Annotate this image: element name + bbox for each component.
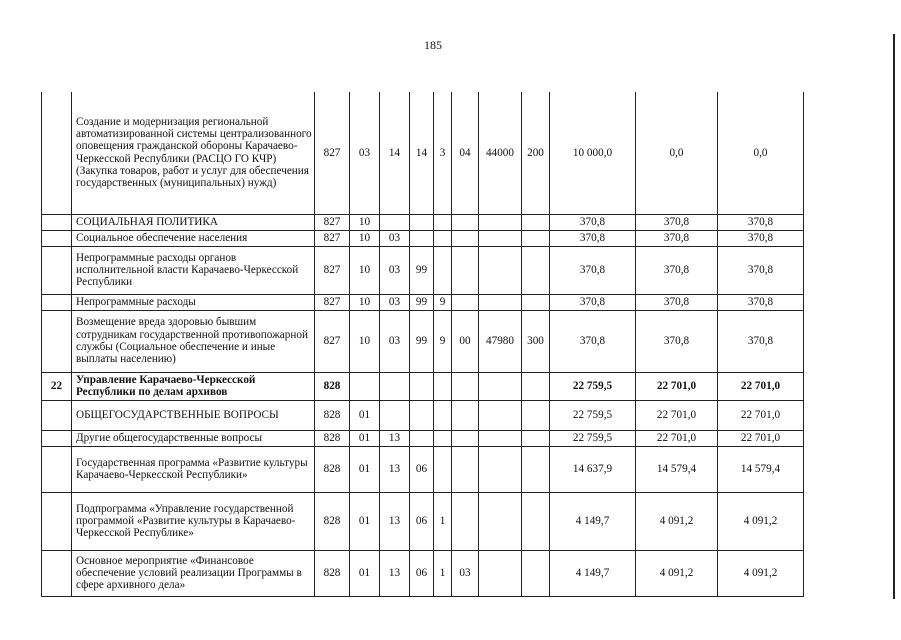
- program-code-cell: 99: [410, 310, 434, 372]
- row-number-cell: [42, 446, 72, 492]
- row-name-cell: СОЦИАЛЬНАЯ ПОЛИТИКА: [72, 214, 315, 230]
- amount-year3-cell: 14 579,4: [718, 446, 804, 492]
- direction-code-cell: 47980: [479, 310, 522, 372]
- amount-year2-cell: 370,8: [636, 214, 718, 230]
- amount-year1-cell: 10 000,0: [550, 92, 636, 214]
- subsection-code-cell: [380, 400, 410, 430]
- direction-code-cell: [479, 446, 522, 492]
- page-edge-line: [893, 34, 895, 599]
- expense-type-cell: [522, 492, 550, 550]
- expense-type-cell: [522, 214, 550, 230]
- program-code-cell: 99: [410, 246, 434, 294]
- activity-code-cell: 03: [452, 550, 479, 596]
- ministry-code-cell: 828: [315, 492, 350, 550]
- amount-year3-cell: 370,8: [718, 310, 804, 372]
- direction-code-cell: [479, 230, 522, 246]
- subprogram-code-cell: 9: [434, 294, 452, 310]
- row-number-cell: [42, 214, 72, 230]
- program-code-cell: [410, 372, 434, 400]
- section-code-cell: 10: [350, 246, 380, 294]
- amount-year2-cell: 22 701,0: [636, 430, 718, 446]
- table-row: [42, 294, 804, 310]
- table-row: [42, 230, 804, 246]
- table-row: [42, 492, 804, 550]
- expense-type-cell: [522, 372, 550, 400]
- table-row: [42, 430, 804, 446]
- row-number-cell: [42, 294, 72, 310]
- amount-year3-cell: 0,0: [718, 92, 804, 214]
- activity-code-cell: [452, 430, 479, 446]
- row-number-cell: [42, 92, 72, 214]
- row-name-cell: Основное мероприятие «Финансовое обеспечение условий реализации Программы в сфере архивного дела»: [72, 550, 315, 596]
- subsection-code-cell: 03: [380, 310, 410, 372]
- row-name-cell: Социальное обеспечение населения: [72, 230, 315, 246]
- subprogram-code-cell: [434, 372, 452, 400]
- row-name-cell: ОБЩЕГОСУДАРСТВЕННЫЕ ВОПРОСЫ: [72, 400, 315, 430]
- subprogram-code-cell: [434, 446, 452, 492]
- subsection-code-cell: 03: [380, 246, 410, 294]
- row-name-cell: Подпрограмма «Управление государственной программой «Развитие культуры в Карачаево-Черкесской Республике»: [72, 492, 315, 550]
- row-number-cell: [42, 246, 72, 294]
- table-row: [42, 400, 804, 430]
- row-number-cell: [42, 492, 72, 550]
- activity-code-cell: [452, 214, 479, 230]
- row-name-cell: Непрограммные расходы органов исполнительной власти Карачаево-Черкесской Республики: [72, 246, 315, 294]
- amount-year3-cell: 22 701,0: [718, 400, 804, 430]
- row-number-cell: 22: [42, 372, 72, 400]
- ministry-code-cell: 828: [315, 400, 350, 430]
- amount-year1-cell: 370,8: [550, 230, 636, 246]
- ministry-code-cell: 828: [315, 430, 350, 446]
- section-code-cell: 10: [350, 310, 380, 372]
- subprogram-code-cell: 9: [434, 310, 452, 372]
- activity-code-cell: 00: [452, 310, 479, 372]
- subsection-code-cell: [380, 214, 410, 230]
- direction-code-cell: [479, 492, 522, 550]
- expense-type-cell: [522, 446, 550, 492]
- direction-code-cell: [479, 214, 522, 230]
- amount-year3-cell: 22 701,0: [718, 430, 804, 446]
- expense-type-cell: [522, 294, 550, 310]
- table-row: [42, 372, 804, 400]
- ministry-code-cell: 828: [315, 446, 350, 492]
- row-name-cell: Непрограммные расходы: [72, 294, 315, 310]
- amount-year2-cell: 370,8: [636, 230, 718, 246]
- program-code-cell: 06: [410, 492, 434, 550]
- amount-year1-cell: 370,8: [550, 214, 636, 230]
- amount-year2-cell: 4 091,2: [636, 492, 718, 550]
- activity-code-cell: 04: [452, 92, 479, 214]
- amount-year1-cell: 14 637,9: [550, 446, 636, 492]
- amount-year2-cell: 0,0: [636, 92, 718, 214]
- direction-code-cell: [479, 246, 522, 294]
- section-code-cell: 01: [350, 446, 380, 492]
- program-code-cell: [410, 214, 434, 230]
- table-row: [42, 92, 804, 214]
- table-row: [42, 550, 804, 596]
- amount-year1-cell: 4 149,7: [550, 550, 636, 596]
- subsection-code-cell: 13: [380, 550, 410, 596]
- amount-year2-cell: 14 579,4: [636, 446, 718, 492]
- direction-code-cell: [479, 550, 522, 596]
- program-code-cell: [410, 430, 434, 446]
- ministry-code-cell: 827: [315, 246, 350, 294]
- subprogram-code-cell: [434, 246, 452, 294]
- row-name-cell: Возмещение вреда здоровью бывшим сотрудникам государственной противопожарной службы (Социальное обеспечение и иные выплаты населению): [72, 310, 315, 372]
- program-code-cell: [410, 400, 434, 430]
- amount-year2-cell: 4 091,2: [636, 550, 718, 596]
- ministry-code-cell: 827: [315, 294, 350, 310]
- subsection-code-cell: 13: [380, 446, 410, 492]
- subsection-code-cell: 03: [380, 294, 410, 310]
- activity-code-cell: [452, 446, 479, 492]
- amount-year1-cell: 22 759,5: [550, 430, 636, 446]
- subsection-code-cell: 14: [380, 92, 410, 214]
- expense-type-cell: [522, 230, 550, 246]
- activity-code-cell: [452, 230, 479, 246]
- subsection-code-cell: 13: [380, 430, 410, 446]
- activity-code-cell: [452, 294, 479, 310]
- table-row: [42, 446, 804, 492]
- amount-year1-cell: 370,8: [550, 246, 636, 294]
- program-code-cell: 99: [410, 294, 434, 310]
- amount-year1-cell: 370,8: [550, 294, 636, 310]
- amount-year1-cell: 4 149,7: [550, 492, 636, 550]
- table-row: [42, 246, 804, 294]
- amount-year1-cell: 22 759,5: [550, 372, 636, 400]
- activity-code-cell: [452, 492, 479, 550]
- activity-code-cell: [452, 400, 479, 430]
- amount-year3-cell: 4 091,2: [718, 550, 804, 596]
- amount-year2-cell: 370,8: [636, 246, 718, 294]
- subprogram-code-cell: [434, 230, 452, 246]
- amount-year3-cell: 370,8: [718, 230, 804, 246]
- row-name-cell: Другие общегосударственные вопросы: [72, 430, 315, 446]
- amount-year2-cell: 22 701,0: [636, 400, 718, 430]
- section-code-cell: 01: [350, 550, 380, 596]
- expense-type-cell: [522, 400, 550, 430]
- section-code-cell: 03: [350, 92, 380, 214]
- subsection-code-cell: 13: [380, 492, 410, 550]
- page-number: 185: [424, 38, 442, 52]
- section-code-cell: 01: [350, 430, 380, 446]
- expense-type-cell: [522, 430, 550, 446]
- amount-year3-cell: 4 091,2: [718, 492, 804, 550]
- row-number-cell: [42, 310, 72, 372]
- budget-table: [41, 92, 804, 597]
- row-name-cell: Государственная программа «Развитие культуры Карачаево-Черкесской Республики»: [72, 446, 315, 492]
- program-code-cell: 06: [410, 550, 434, 596]
- expense-type-cell: 200: [522, 92, 550, 214]
- section-code-cell: [350, 372, 380, 400]
- subprogram-code-cell: [434, 430, 452, 446]
- section-code-cell: 01: [350, 492, 380, 550]
- subsection-code-cell: [380, 372, 410, 400]
- amount-year3-cell: 370,8: [718, 246, 804, 294]
- expense-type-cell: 300: [522, 310, 550, 372]
- table-row: [42, 214, 804, 230]
- amount-year2-cell: 370,8: [636, 294, 718, 310]
- ministry-code-cell: 827: [315, 92, 350, 214]
- activity-code-cell: [452, 246, 479, 294]
- subsection-code-cell: 03: [380, 230, 410, 246]
- row-number-cell: [42, 230, 72, 246]
- row-name-cell: Управление Карачаево-Черкесской Республики по делам архивов: [72, 372, 315, 400]
- subprogram-code-cell: 3: [434, 92, 452, 214]
- expense-type-cell: [522, 550, 550, 596]
- section-code-cell: 01: [350, 400, 380, 430]
- direction-code-cell: [479, 430, 522, 446]
- direction-code-cell: [479, 294, 522, 310]
- row-number-cell: [42, 430, 72, 446]
- table-row: [42, 310, 804, 372]
- direction-code-cell: [479, 372, 522, 400]
- amount-year2-cell: 370,8: [636, 310, 718, 372]
- subprogram-code-cell: [434, 214, 452, 230]
- amount-year2-cell: 22 701,0: [636, 372, 718, 400]
- amount-year1-cell: 370,8: [550, 310, 636, 372]
- subprogram-code-cell: 1: [434, 492, 452, 550]
- direction-code-cell: [479, 400, 522, 430]
- subprogram-code-cell: [434, 400, 452, 430]
- ministry-code-cell: 827: [315, 230, 350, 246]
- amount-year1-cell: 22 759,5: [550, 400, 636, 430]
- section-code-cell: 10: [350, 214, 380, 230]
- ministry-code-cell: 827: [315, 214, 350, 230]
- ministry-code-cell: 827: [315, 310, 350, 372]
- amount-year3-cell: 370,8: [718, 294, 804, 310]
- section-code-cell: 10: [350, 294, 380, 310]
- program-code-cell: [410, 230, 434, 246]
- section-code-cell: 10: [350, 230, 380, 246]
- subprogram-code-cell: 1: [434, 550, 452, 596]
- ministry-code-cell: 828: [315, 550, 350, 596]
- row-number-cell: [42, 400, 72, 430]
- row-number-cell: [42, 550, 72, 596]
- program-code-cell: 14: [410, 92, 434, 214]
- ministry-code-cell: 828: [315, 372, 350, 400]
- activity-code-cell: [452, 372, 479, 400]
- row-name-cell: Создание и модернизация региональной автоматизированной системы централизованного оповещения гражданской обороны Карачаево-Черкесской Республики (РАСЦО ГО КЧР) (Закупка товаров, работ и услуг для обеспечения государственных (муниципальных) нужд): [72, 92, 315, 214]
- expense-type-cell: [522, 246, 550, 294]
- program-code-cell: 06: [410, 446, 434, 492]
- amount-year3-cell: 22 701,0: [718, 372, 804, 400]
- amount-year3-cell: 370,8: [718, 214, 804, 230]
- direction-code-cell: 44000: [479, 92, 522, 214]
